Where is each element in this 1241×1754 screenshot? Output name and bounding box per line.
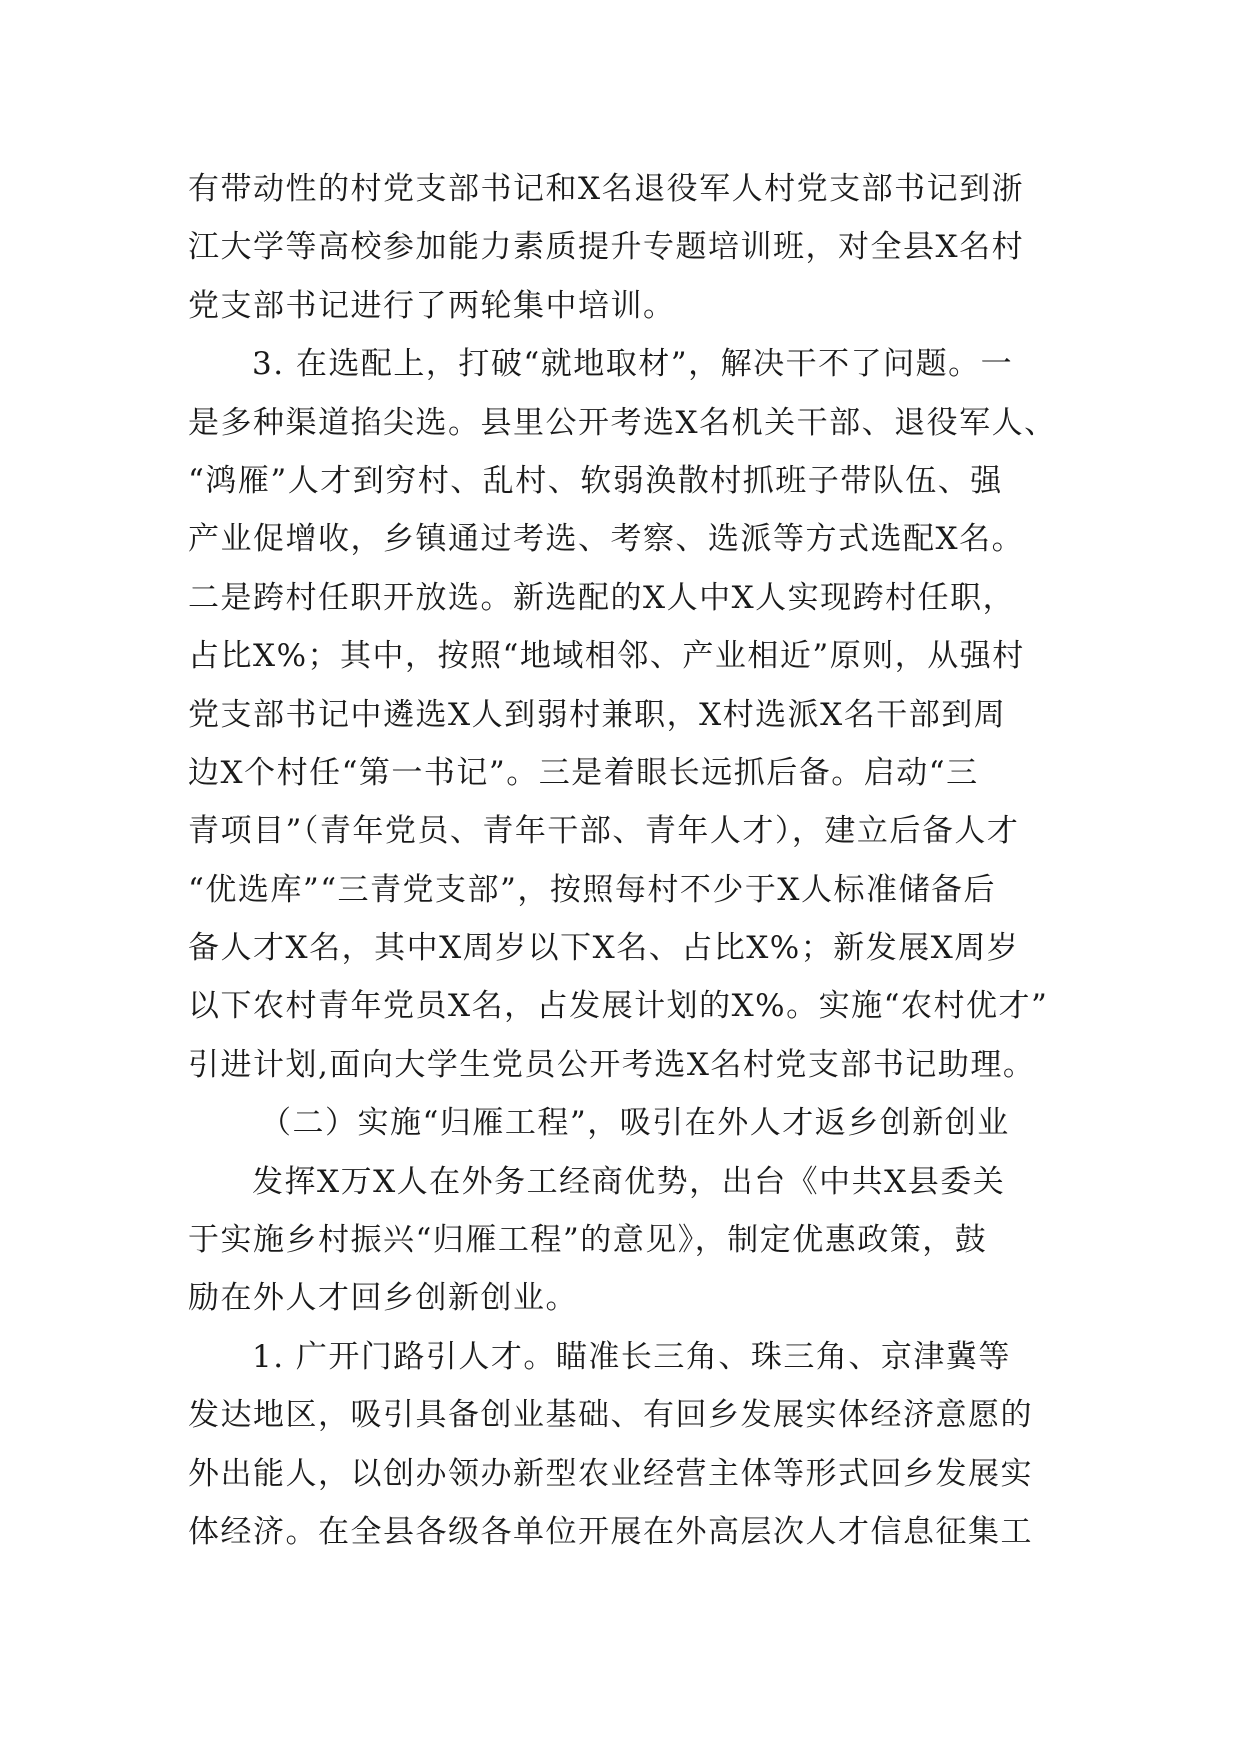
text-line: “优选库”“三青党支部”，按照每村不少于X人标准储备后 (188, 871, 996, 908)
text-line: 边X个村任“第一书记”。三是着眼长远抓后备。启动“三 (188, 754, 979, 791)
text-line: 有带动性的村党支部书记和X名退役军人村党支部书记到浙 (188, 171, 1025, 207)
text-line: 3. 在选配上，打破“就地取材”，解决干不了问题。一 (252, 346, 1014, 383)
text-line: 党支部书记进行了两轮集中培训。 (188, 287, 676, 324)
text-line: 外出能人，以创办领办新型农业经营主体等形式回乡发展实 (188, 1455, 1033, 1492)
text-line: 青项目”（青年党员、青年干部、青年人才），建立后备人才 (188, 813, 1020, 850)
text-line: 以下农村青年党员X名，占发展计划的X%。实施“农村优才” (188, 988, 1049, 1025)
body-text (188, 160, 1060, 1561)
text-line: “鸿雁”人才到穷村、乱村、软弱涣散村抓班子带队伍、强 (188, 462, 1003, 499)
text-line: 1. 广开门路引人才。瞄准长三角、珠三角、京津冀等 (252, 1338, 1011, 1375)
text-line: 发挥X万X人在外务工经商优势，出台《中共X县委关 (252, 1163, 1006, 1200)
text-line: 党支部书记中遴选X人到弱村兼职，X村选派X名干部到周 (188, 696, 1007, 733)
text-line: 引进计划,面向大学生党员公开考选X名村党支部书记助理。 (188, 1046, 1036, 1083)
text-line: 产业促增收，乡镇通过考选、考察、选派等方式选配X名。 (188, 521, 1025, 558)
text-line: 备人才X名，其中X周岁以下X名、占比X%；新发展X周岁 (188, 930, 1020, 967)
text-line: 于实施乡村振兴“归雁工程”的意见》，制定优惠政策，鼓 (188, 1222, 988, 1259)
text-line: 是多种渠道掐尖选。县里公开考选X名机关干部、退役军人、 (188, 404, 1057, 441)
text-line: 励在外人才回乡创新创业。 (188, 1280, 578, 1317)
text-line: 发达地区，吸引具备创业基础、有回乡发展实体经济意愿的 (188, 1397, 1033, 1434)
text-line: 江大学等高校参加能力素质提升专题培训班，对全县X名村 (188, 229, 1025, 266)
text-line: 体经济。在全县各级各单位开展在外高层次人才信息征集工 (188, 1513, 1033, 1550)
text-line: 二是跨村任职开放选。新选配的X人中X人实现跨村任职， (188, 579, 1016, 616)
text-line: 占比X%；其中，按照“地域相邻、产业相近”原则，从强村 (188, 638, 1025, 675)
section-heading: （二）实施“归雁工程”，吸引在外人才返乡创新创业 (260, 1105, 1010, 1142)
